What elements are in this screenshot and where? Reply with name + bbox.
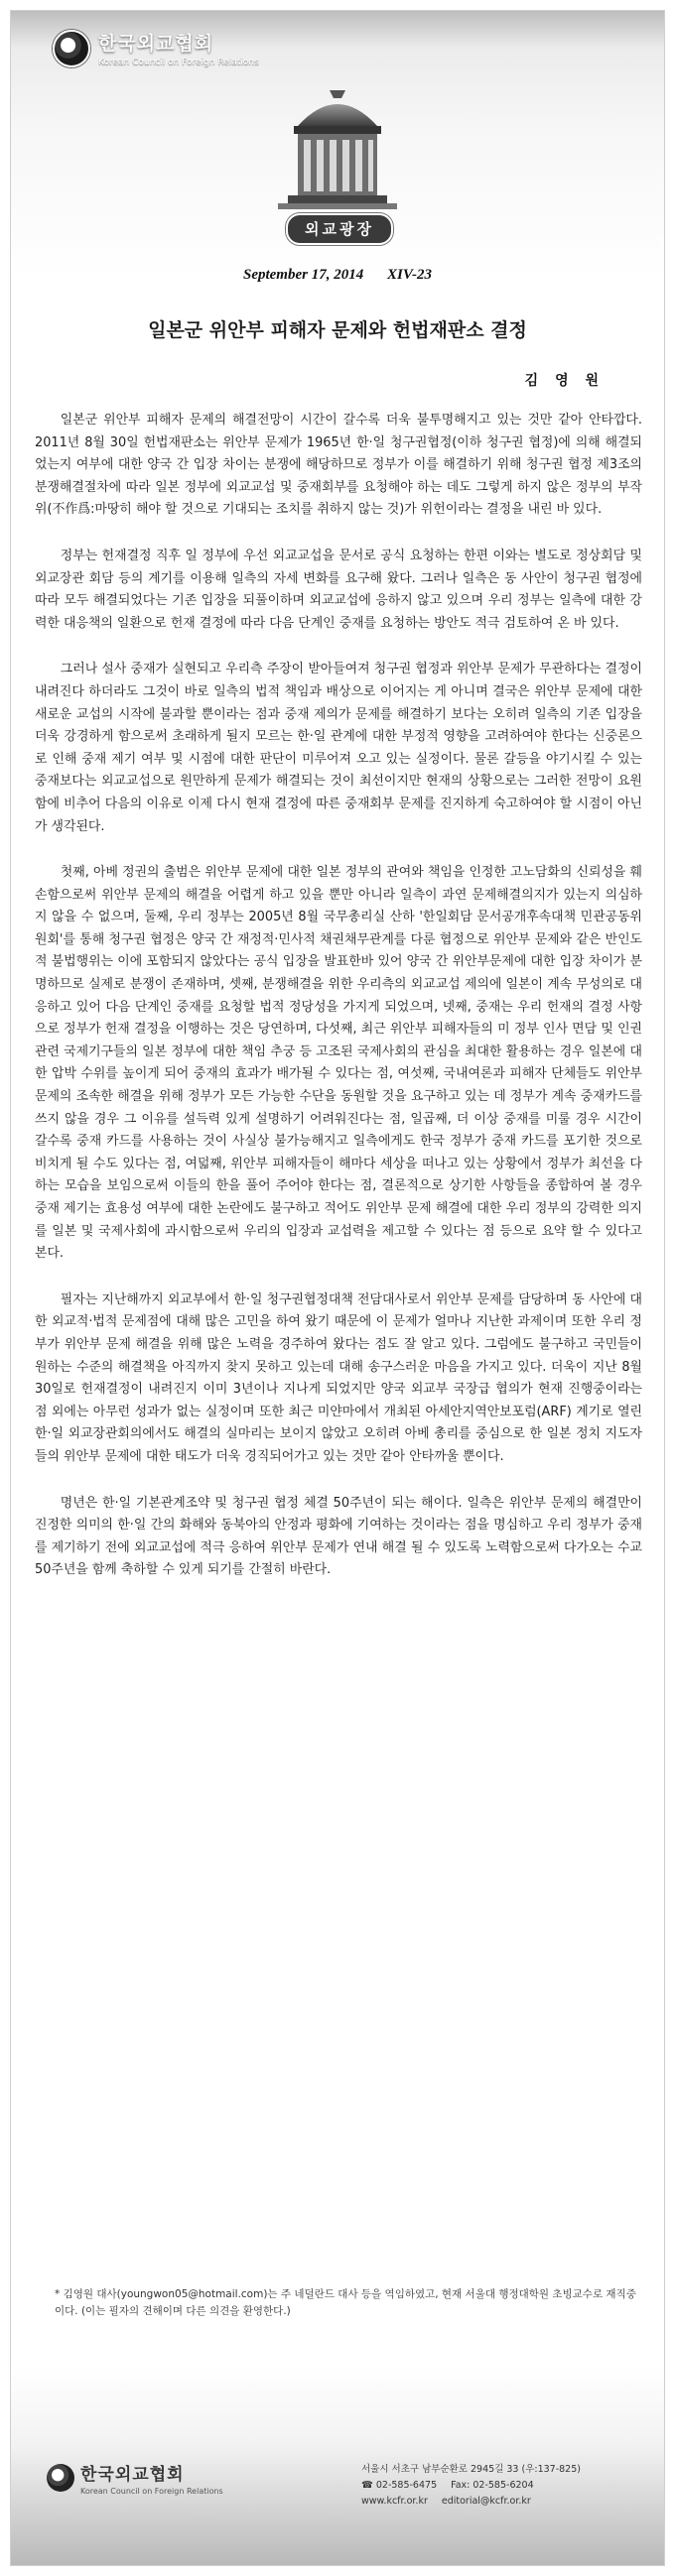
org-name-ko: 한국외교협회 [98, 33, 214, 55]
issue-line [11, 267, 664, 284]
plaza-label-badge: 외교광장 [286, 213, 393, 245]
footer-org-name-en: Korean Council on Foreign Relations [80, 2487, 223, 2496]
emblem-icon [47, 2464, 74, 2492]
org-name-en: Korean Council on Foreign Relations [98, 58, 259, 67]
footer-banner [11, 2367, 664, 2565]
author-footnote: * 김영원 대사(youngwon05@hotmail.com)는 주 네덜란드 대사 등을 역임하였고, 현재 서울대 행정대학원 초빙교수로 재직중이다. (이는 필자의 견해이며 다른 의견을 환영한다.) [55, 2288, 636, 2317]
org-logo [53, 29, 259, 67]
document-page [10, 10, 665, 2566]
paragraph: 그러나 설사 중재가 실현되고 우리측 주장이 받아들여져 청구권 협정과 위안부 문제가 무관하다는 결정이 내려진다 하더라도 그것이 바로 일측의 법적 책임과 배상으로 이어지는 게 아니며 결국은 위안부 문제에 대한 새로운 교섭의 시작에 불과할 뿐이라는 점과 중재 제의가 문제를 해결하기 보다는 오히려 일측의 기존 입장을 더욱 강경하게 함으로써 초래하게 될지 모르는 한·일 관계에 대한 부정적 영향을 고려하여야 한다는 신중론으로 인해 중재 제기 여부 및 시점에 대한 판단이 미루어져 오고 있는 실정이다. 물론 갈등을 야기시킬 수 있는 중재보다는 외교교섭으로 원만하게 문제가 해결되는 것이 최선이지만 현재의 상황으로는 그러한 전망이 요원함에 비추어 다음의 이유로 이제 다시 현재 결정에 따른 중재회부 문제를 진지하게 숙고하여야 할 시점이 아닌가 생각된다. [35, 662, 642, 834]
issue-date: September 17, 2014 [242, 267, 364, 283]
paragraph: 필자는 지난해까지 외교부에서 한·일 청구권협정대책 전담대사로서 위안부 문제를 담당하며 동 사안에 대한 외교적·법적 문제점에 대해 많은 고민을 하여 왔기 때문에 이 문제가 얼마나 지난한 과제이며 또한 우리 정부가 위안부 문제 해결을 위해 많은 노력을 경주하여 왔다는 점도 잘 알고 있다. 그럼에도 불구하고 국민들이 원하는 수준의 해결책을 아직까지 찾지 못하고 있는데 대해 송구스러운 마음을 가지고 있다. 더욱이 지난 8월 30일로 헌재결정이 내려진지 이미 3년이나 지나게 되었지만 양국 외교부 국장급 협의가 현재 진행중이라는 점 외에는 아무런 성과가 없는 실정이며 또한 최근 미얀마에서 개최된 아세안지역안보포럼(ARF) 계기로 열린 한·일 외교장관회의에서도 해결의 실마리는 보이지 않았고 오히려 아베 총리를 중심으로 한 일본 정치 지도자들의 위안부 문제에 대한 태도가 더욱 경직되어가고 있는 것만 같아 안타까울 뿐이다. [35, 1291, 642, 1464]
phone-number: ☎ 02-585-6475 [361, 2480, 438, 2491]
issue-number: XIV-23 [386, 267, 432, 283]
header-banner [11, 11, 664, 283]
paragraph: 정부는 헌재결정 직후 일 정부에 우선 외교교섭을 문서로 공식 요청하는 한편 이와는 별도로 정상회담 및 외교장관 회담 등의 계기를 이용해 일측의 자세 변화를 요구해 왔다. 그러나 일측은 동 사안이 청구권 협정에 따라 모두 해결되었다는 기존 입장을 되풀이하며 외교교섭에 응하지 않고 있으며 우리 정부는 일측에 대한 강력한 대응책의 일환으로 헌재 결정에 따라 다음 단계인 중재를 요청하는 방안도 적극 검토하여 온 바 있다. [35, 548, 642, 631]
footer-org-name-ko: 한국외교협회 [80, 2465, 185, 2485]
contact-info [361, 2462, 649, 2510]
article-body [35, 410, 642, 1606]
article-title: 일본군 위안부 피해자 문제와 헌법재판소 결정 [148, 319, 527, 341]
fax-number: Fax: 02-585-6204 [451, 2480, 534, 2491]
paragraph: 일본군 위안부 피해자 문제의 해결전망이 시간이 갈수록 더욱 불투명해지고 있는 것만 같아 안타깝다. 2011년 8월 30일 헌법재판소는 위안부 문제가 1965년 한·일 청구권협정(이하 청구권 협정)에 의해 해결되었는지 여부에 대한 양국 간 입장 차이는 분쟁에 해당하므로 정부가 이를 해결하기 위해 청구권 협정 제3조의 분쟁해결절차에 따라 일본 정부에 외교교섭 및 중재회부를 요청해야 하는 데도 그렇게 하지 않은 정부의 부작위(不作爲:마땅히 해야 할 것으로 기대되는 조치를 취하지 않는 것)가 위헌이라는 결정을 내린 바 있다. [35, 413, 642, 518]
paragraph: 명년은 한·일 기본관계조약 및 청구권 협정 체결 50주년이 되는 해이다. 일측은 위안부 문제의 해결만이 진정한 의미의 한·일 간의 화해와 동북아의 안정과 평화에 기여하는 것이라는 점을 명심하고 우리 정부가 중재를 제기하기 전에 외교교섭에 적극 응하여 위안부 문제가 연내 해결 될 수 있도록 노력함으로써 다가오는 수교 50주년을 함께 축하할 수 있게 되기를 간절히 바란다. [35, 1495, 642, 1578]
paragraph: 첫째, 아베 정권의 출범은 위안부 문제에 대한 일본 정부의 관여와 책임을 인정한 고노담화의 신뢰성을 훼손함으로써 위안부 문제의 해결을 어렵게 하고 있을 뿐만 아니라 일측이 과연 문제해결의지가 있는지 의심하지 않을 수 없으며, 둘째, 우리 정부는 2005년 8월 국무총리실 산하 '한일회담 문서공개후속대책 민관공동위원회'를 통해 청구권 협정은 양국 간 재정적·민사적 채권채무관계를 다룬 협정으로 위안부 문제와 같은 반인도적 불법행위는 이에 포함되지 않았다는 공식 입장을 발표한바 있어 양국 간 위안부문제에 대한 입장 차이가 분명하므로 실제로 분쟁이 존재하며, 셋째, 분쟁해결을 위한 우리측의 외교교섭 제의에 일본이 계속 무성의로 대응하고 있어 다음 단계인 중재를 요청할 법적 정당성을 가지게 되었으며, 넷째, 중재는 우리 헌재의 결정 사항으로 정부가 헌재 결정을 이행하는 것은 당연하며, 다섯째, 최근 위안부 피해자들의 미 정부 인사 면담 및 인권관련 국제기구들의 일본 정부에 대한 책임 추궁 등 고조된 국제사회의 관심을 최대한 활용하는 경우 일본에 대한 압박 수위를 높이게 되어 중재의 효과가 배가될 수 있다는 점, 여섯째, 국내여론과 피해자 단체들도 위안부 문제의 조속한 해결을 위해 정부가 모든 가능한 수단을 동원할 것을 요구하고 있는 데 정부가 계속 중재카드를 쓰지 않을 경우 그 이유를 설득력 있게 설명하기 어려워진다는 점, 일곱째, 더 이상 중재를 미룰 경우 시간이 갈수록 중재 카드를 사용하는 것이 사실상 불가능해지고 일측에게도 한국 정부가 중재 카드를 포기한 것으로 비치게 될 수도 있다는 점, 여덟째, 위안부 피해자들이 해마다 세상을 떠나고 있는 상황에서 정부가 최선을 다하는 모습을 보임으로써 이들의 한을 풀어 주어야 한다는 점, 결론적으로 상기한 사항들을 종합하여 볼 경우 중재 제기는 효용성 여부에 대한 논란에도 불구하고 적어도 위안부 문제 해결에 대한 우리 정부의 강력한 의지를 일본 및 국제사회에 과시함으로써 우리의 입장과 교섭력을 제고할 수 있다는 점 등으로 요약 할 수 있다고 본다. [35, 865, 642, 1262]
article-author: 김 영 원 [524, 373, 605, 389]
footer-logo [47, 2460, 223, 2496]
address: 서울시 서초구 남부순환로 2945길 33 (우:137-825) [361, 2464, 581, 2475]
emblem-icon [53, 30, 90, 67]
website-link[interactable]: www.kcfr.or.kr [361, 2496, 428, 2507]
email-link[interactable]: editorial@kcfr.or.kr [441, 2496, 531, 2507]
